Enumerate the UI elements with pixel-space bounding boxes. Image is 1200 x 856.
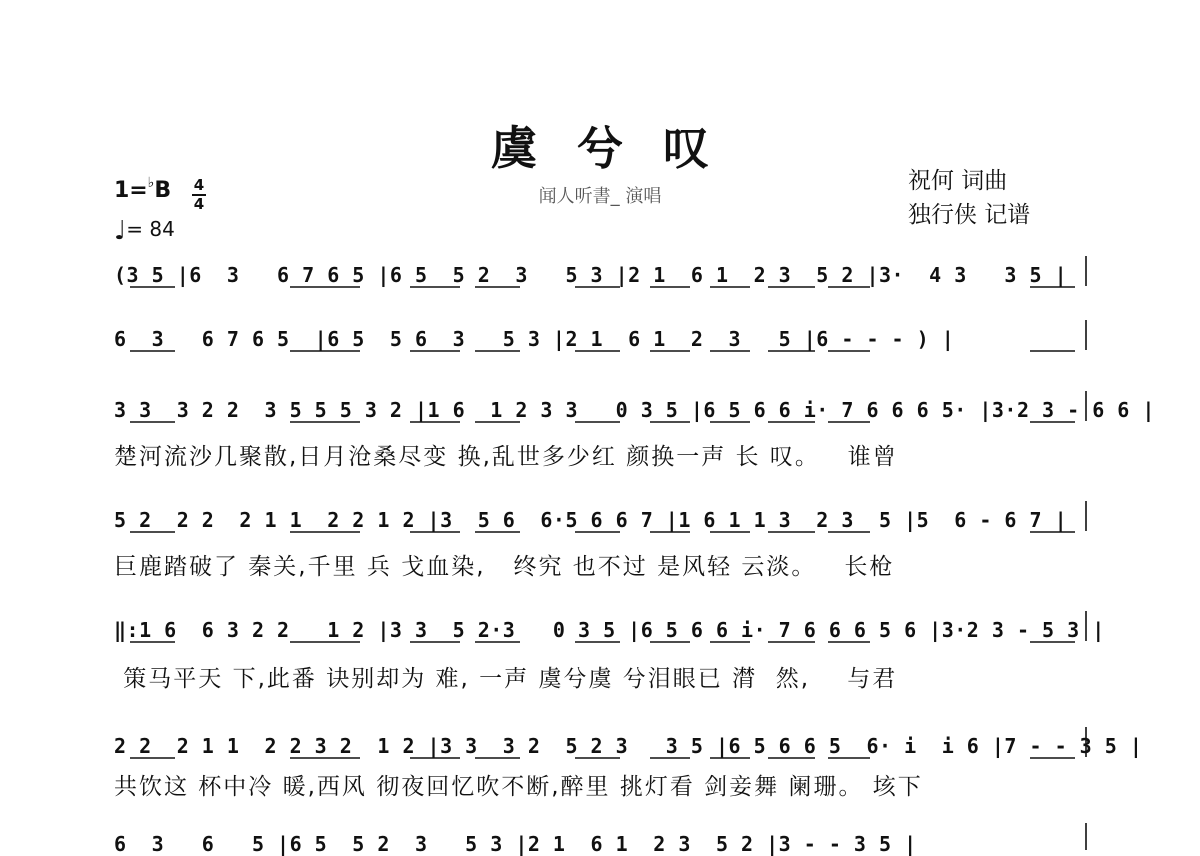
transcriber-credit: 独行侠 记谱 bbox=[908, 202, 1031, 228]
tempo-marking bbox=[114, 216, 175, 246]
time-signature-top: 4 bbox=[193, 176, 205, 194]
singer-credit: 闻人听書_ 演唱 bbox=[538, 186, 662, 207]
time-signature-bottom: 4 bbox=[193, 195, 205, 213]
tempo-value: = 84 bbox=[126, 217, 175, 241]
notation-line: 6 3 6 5 |6 5 5 2 3 5 3 |2 1 6 1 2 3 5 2 |3 - - 3 5 | bbox=[114, 832, 917, 856]
lyric-line: 楚河流沙几聚散,日月沧桑尽变 换,乱世多少红 颜换一声 长 叹。 谁曾 bbox=[114, 444, 898, 470]
quarter-note-icon: ♩ bbox=[114, 216, 127, 246]
lyric-line: 巨鹿踏破了 秦关,千里 兵 戈血染, 终究 也不过 是风轻 云淡。 长枪 bbox=[114, 554, 895, 580]
notation-line: ‖:1 6 6 3 2 2 1 2 |3 3 5 2·3 0 3 5 |6 5 6 6 i· 7 6 6 6 5 6 |3·2 3 - 5 3 | bbox=[114, 618, 1105, 642]
song-title: 虞兮叹 bbox=[491, 121, 749, 175]
notation-line: 6 3 6 7 6 5 |6 5 5 6 3 5 3 |2 1 6 1 2 3 5 |6 - - - ) | bbox=[114, 327, 955, 351]
notation-line: 2 2 2 1 1 2 2 3 2 1 2 |3 3 3 2 5 2 3 3 5 |6 5 6 6 5 6· i i 6 |7 - - 3 5 | bbox=[114, 734, 1143, 758]
lyric-line: 共饮这 杯中冷 暖,西风 彻夜回忆吹不断,醉里 挑灯看 剑妾舞 阑珊。 垓下 bbox=[114, 774, 923, 800]
key-note: B bbox=[154, 178, 172, 203]
key-prefix: 1= bbox=[114, 178, 148, 203]
time-signature bbox=[192, 178, 206, 212]
notation-line: 3 3 3 2 2 3 5 5 5 3 2 |1 6 1 2 3 3 0 3 5 |6 5 6 6 i· 7 6 6 6 5· |3·2 3 - 6 6 | bbox=[114, 398, 1155, 422]
key-signature bbox=[114, 175, 171, 203]
flat-sign: ♭ bbox=[147, 175, 155, 191]
lyric-line: 策马平天 下,此番 诀别却为 难, 一声 虞兮虞 兮泪眼已 潸 然, 与君 bbox=[114, 666, 898, 692]
notation-line: 5 2 2 2 2 1 1 2 2 1 2 |3 5 6 6·5 6 6 7 |1 6 1 1 3 2 3 5 |5 6 - 6 7 | bbox=[114, 508, 1068, 532]
notation-line: (3 5 |6 3 6 7 6 5 |6 5 5 2 3 5 3 |2 1 6 1 2 3 5 2 |3· 4 3 3 5 | bbox=[114, 263, 1068, 287]
lyricist-composer-credit: 祝何 词曲 bbox=[908, 168, 1008, 194]
